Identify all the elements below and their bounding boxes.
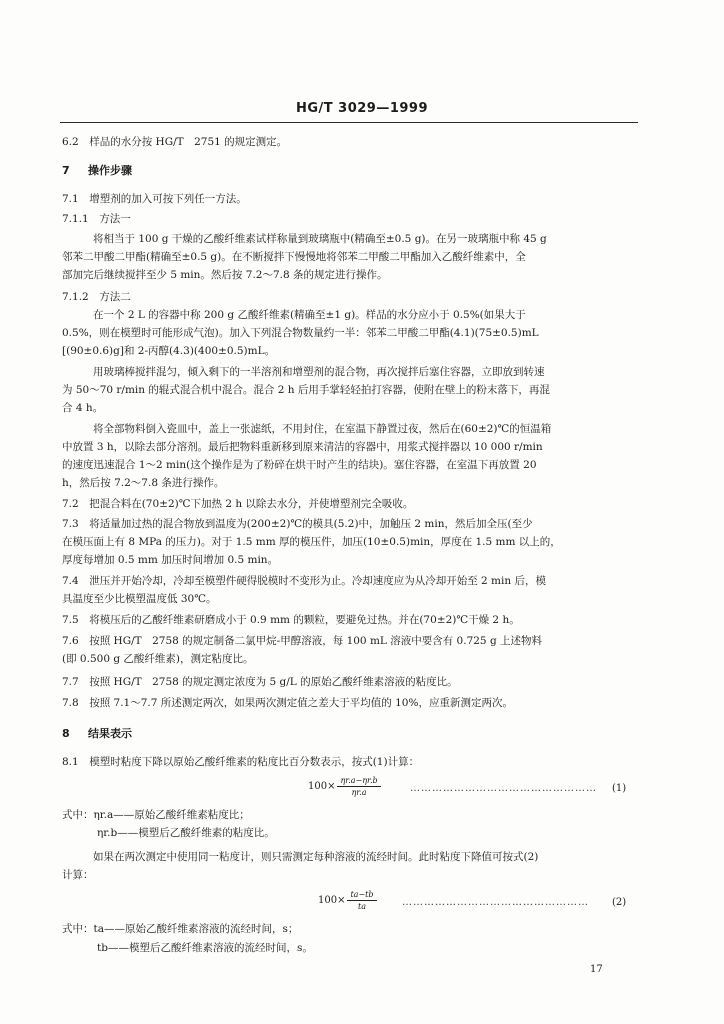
paragraph-line: 合 4 h。 [62, 402, 104, 414]
paragraph-line: 在模压面上有 8 MPa 的压力)。对于 1.5 mm 厚的模压件，加压(10±0.5)min，厚度在 1.5 mm 以上的， [62, 536, 561, 548]
clause-7-6: 7.6 按照 HG/T 2758 的规定制备二氯甲烷-甲醇溶液，每 100 mL 溶液中要含有 0.725 g 上述物料 [62, 635, 543, 647]
where-1-a: 式中：ηr.a——原始乙酸纤维素粘度比； [62, 809, 250, 821]
formula-1-denominator: ηr.a [351, 788, 367, 797]
paragraph-line: 为 50～70 r/min 的辊式混合机中混合。混合 2 h 后用手掌轻轻拍打容器，使附在壁上的粉末落下，再混 [62, 384, 550, 396]
paragraph-line: 中放置 3 h，以除去部分溶剂。最后把物料重新移到原来清洁的容器中，用浆式搅拌器以 10 000 r/min [62, 441, 543, 453]
section-8-number: 8 [62, 727, 70, 740]
where-1-b: ηr.b——模塑后乙酸纤维素的粘度比。 [97, 827, 275, 839]
paragraph-line: [(90±0.6)g]和 2-丙醇(4.3)(400±0.5)mL。 [62, 345, 276, 357]
paragraph-line: 计算： [62, 869, 94, 881]
formula-1-prefix: 100× [308, 781, 336, 792]
formula-2-prefix: 100× [318, 895, 346, 906]
page-number: 17 [590, 964, 603, 975]
where-2-a: 式中：ta——原始乙酸纤维素溶液的流经时间，s； [62, 923, 299, 935]
header-rule [60, 122, 638, 123]
paragraph-line: 在一个 2 L 的容器中称 200 g 乙酸纤维素(精确至±1 g)。样品的水分应小于 0.5%(如果大于 [93, 309, 526, 321]
section-7-heading [62, 164, 642, 178]
paragraph-line: 将相当于 100 g 干燥的乙酸纤维素试样称量到玻璃瓶中(精确至±0.5 g)。在另一玻璃瓶中称 45 g [93, 233, 547, 245]
section-8-heading [62, 727, 642, 741]
clause-7-2: 7.2 把混合料在(70±2)℃下加热 2 h 以除去水分，并使增塑剂完全吸收。 [62, 498, 414, 510]
section-7-title: 操作步骤 [88, 164, 132, 177]
clause-7-1-2: 7.1.2 方法二 [62, 291, 131, 303]
section-8-title: 结果表示 [88, 727, 132, 740]
clause-7-3: 7.3 将适量加过热的混合物放到温度为(200±2)℃的模具(5.2)中，加触压 2 min，然后加全压(至少 [62, 518, 533, 530]
where-2-b: tb——模塑后乙酸纤维素溶液的流经时间，s。 [97, 942, 313, 954]
clause-7-7: 7.7 按照 HG/T 2758 的规定测定浓度为 5 g/L 的原始乙酸纤维素溶液的粘度比。 [62, 676, 458, 688]
paragraph-line: 如果在两次测定中使用同一粘度计，则只需测定每种溶液的流经时间。此时粘度下降值可按式(2) [93, 851, 539, 863]
formula-2-leader-dots: …………………………………………… [402, 897, 589, 908]
clause-8-1: 8.1 模塑时粘度下降以原始乙酸纤维素的粘度比百分数表示，按式(1)计算： [62, 756, 420, 768]
paragraph-line: 邻苯二甲酸二甲酯(精确至±0.5 g)。在不断搅拌下慢慢地将邻苯二甲酸二甲酯加入乙酸纤维素中，全 [62, 251, 526, 263]
paragraph-line: 0.5%，则在模塑时可能形成气泡)。加入下列混合物数量约一半：邻苯二甲酸二甲酯(4.1)(75±0.5)mL [62, 327, 539, 339]
paragraph-line: 将全部物料倒入瓷皿中，盖上一张滤纸，不用封住，在室温下静置过夜，然后在(60±2)℃的恒温箱 [93, 423, 552, 435]
page-header: HG/T 3029—1999 [295, 101, 429, 116]
paragraph-line: h，然后按 7.2～7.8 条进行操作。 [62, 477, 225, 489]
clause-7-4: 7.4 泄压并开始冷却，冷却至模塑件硬得脱模时不变形为止。冷却速度应为从冷却开始至 2 min 后，模 [62, 575, 546, 587]
formula-2-denominator: ta [357, 902, 366, 911]
paragraph-line: (即 0.500 g 乙酸纤维素)，测定粘度比。 [62, 653, 254, 665]
paragraph-line: 具温度至少比模塑温度低 30℃。 [62, 593, 217, 605]
formula-2-number: (2) [612, 897, 627, 908]
paragraph-line: 的速度迅速混合 1～2 min(这个操作是为了粉碎在烘干时产生的结块)。塞住容器，在室温下再放置 20 [62, 459, 537, 471]
clause-7-8: 7.8 按照 7.1～7.7 所述测定两次，如果两次测定值之差大于平均值的 10%，应重新测定两次。 [62, 697, 513, 709]
formula-2 [318, 890, 377, 911]
paragraph-line: 厚度每增加 0.5 mm 加压时间增加 0.5 min。 [62, 554, 279, 566]
paragraph-line: 用玻璃棒搅拌混匀，倾入剩下的一半溶剂和增塑剂的混合物，再次搅拌后塞住容器，立即放到转速 [93, 366, 545, 378]
clause-6-2: 6.2 样品的水分按 HG/T 2751 的规定测定。 [62, 136, 288, 148]
formula-1-numerator: ηr.a−ηr.b [337, 776, 380, 787]
formula-1-number: (1) [612, 783, 627, 794]
paragraph-line: 部加完后继续搅拌至少 5 min。然后按 7.2～7.8 条的规定进行操作。 [62, 269, 388, 281]
formula-2-fraction [347, 890, 376, 911]
formula-1-fraction [337, 776, 380, 797]
clause-7-5: 7.5 将模压后的乙酸纤维素研磨成小于 0.9 mm 的颗粒，要避免过热。并在(70±2)℃干燥 2 h。 [62, 614, 520, 626]
formula-1 [308, 776, 381, 797]
section-7-number: 7 [62, 164, 70, 177]
formula-1-leader-dots: …………………………………………… [410, 783, 597, 794]
clause-7-1-1: 7.1.1 方法一 [62, 213, 131, 225]
formula-2-numerator: ta−tb [347, 890, 376, 901]
clause-7-1: 7.1 增塑剂的加入可按下列任一方法。 [62, 193, 247, 205]
